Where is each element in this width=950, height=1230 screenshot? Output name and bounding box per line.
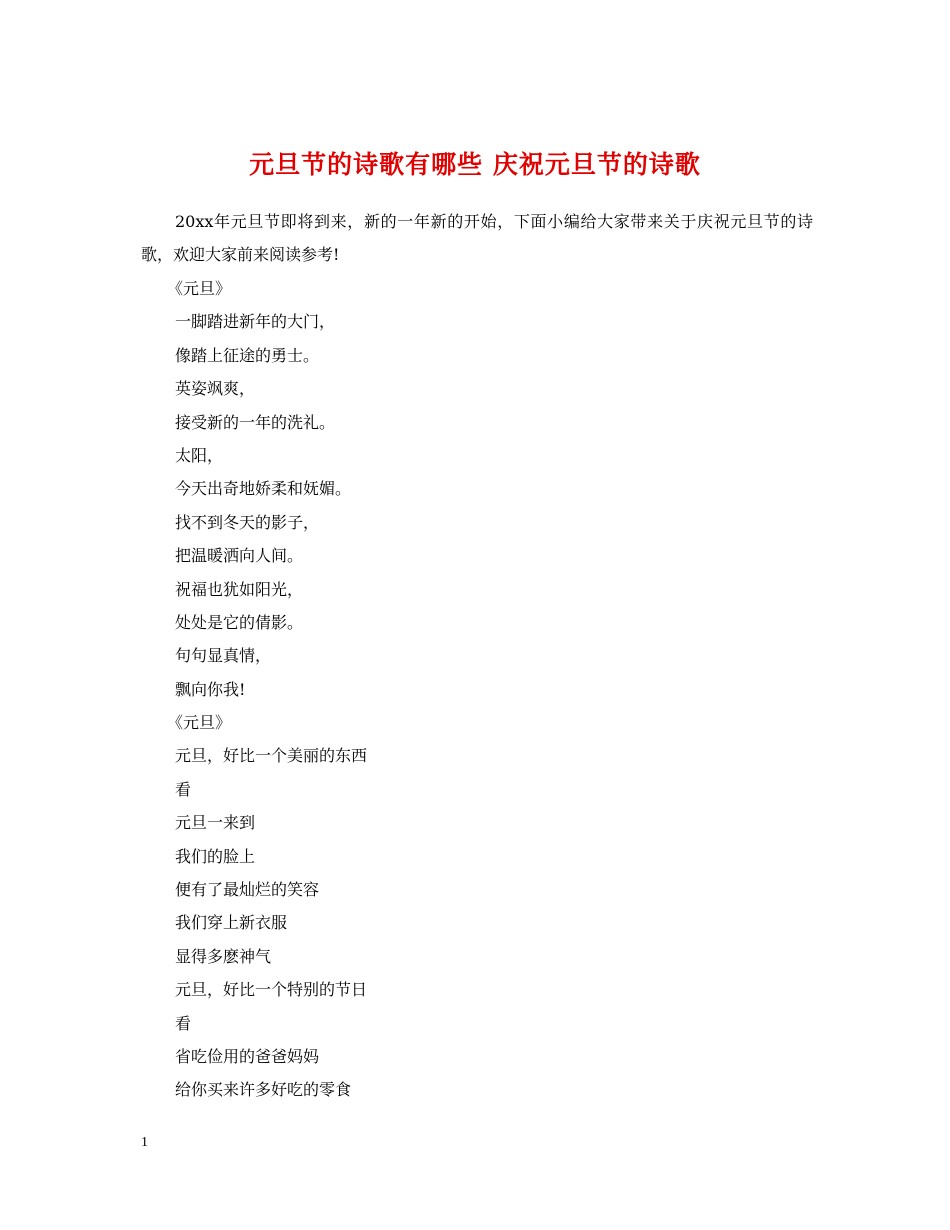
poem-line: 英姿飒爽， bbox=[175, 379, 256, 399]
poem-title: 《元旦》 bbox=[167, 279, 232, 298]
poem-line: 显得多麽神气 bbox=[175, 946, 272, 966]
poem-line: 接受新的一年的洗礼。 bbox=[175, 412, 336, 432]
page-title: 元旦节的诗歌有哪些 庆祝元旦节的诗歌 bbox=[249, 149, 701, 179]
poem-line: 元旦一来到 bbox=[175, 813, 256, 833]
poem-line: 给你买来许多好吃的零食 bbox=[175, 1080, 352, 1100]
poem-line: 处处是它的倩影。 bbox=[175, 612, 304, 632]
poem-line: 找不到冬天的影子， bbox=[175, 512, 320, 532]
poem-title: 《元旦》 bbox=[167, 713, 232, 733]
intro-paragraph: 20xx年元旦节即将到来，新的一年新的开始，下面小编给大家带来关于庆祝元旦节的诗歌，欢迎大家前来阅读参考! bbox=[141, 212, 813, 265]
poem-line: 把温暖洒向人间。 bbox=[175, 546, 304, 566]
poem-body bbox=[167, 272, 795, 1107]
poem-line: 祝福也犹如阳光， bbox=[175, 579, 304, 599]
page-number: 1 bbox=[141, 1135, 148, 1150]
poem-line: 看 bbox=[175, 779, 192, 799]
poem-line: 句句显真情， bbox=[175, 646, 272, 666]
poem-line: 太阳， bbox=[175, 445, 224, 465]
poem-line: 像踏上征途的勇士。 bbox=[175, 345, 320, 365]
poem-line: 今天出奇地娇柔和妩媚。 bbox=[175, 479, 352, 499]
poem-line: 我们穿上新衣服 bbox=[175, 913, 288, 933]
poem-line: 元旦，好比一个美丽的东西 bbox=[175, 746, 368, 766]
poem-line: 一脚踏进新年的大门， bbox=[175, 312, 336, 332]
poem-line: 便有了最灿烂的笑容 bbox=[175, 880, 320, 900]
poem-line: 元旦，好比一个特别的节日 bbox=[175, 980, 368, 1000]
poem-line: 省吃俭用的爸爸妈妈 bbox=[175, 1046, 320, 1066]
poem-line: 飘向你我! bbox=[175, 679, 246, 699]
poem-line: 我们的脸上 bbox=[175, 846, 256, 866]
poem-line: 看 bbox=[175, 1013, 192, 1033]
